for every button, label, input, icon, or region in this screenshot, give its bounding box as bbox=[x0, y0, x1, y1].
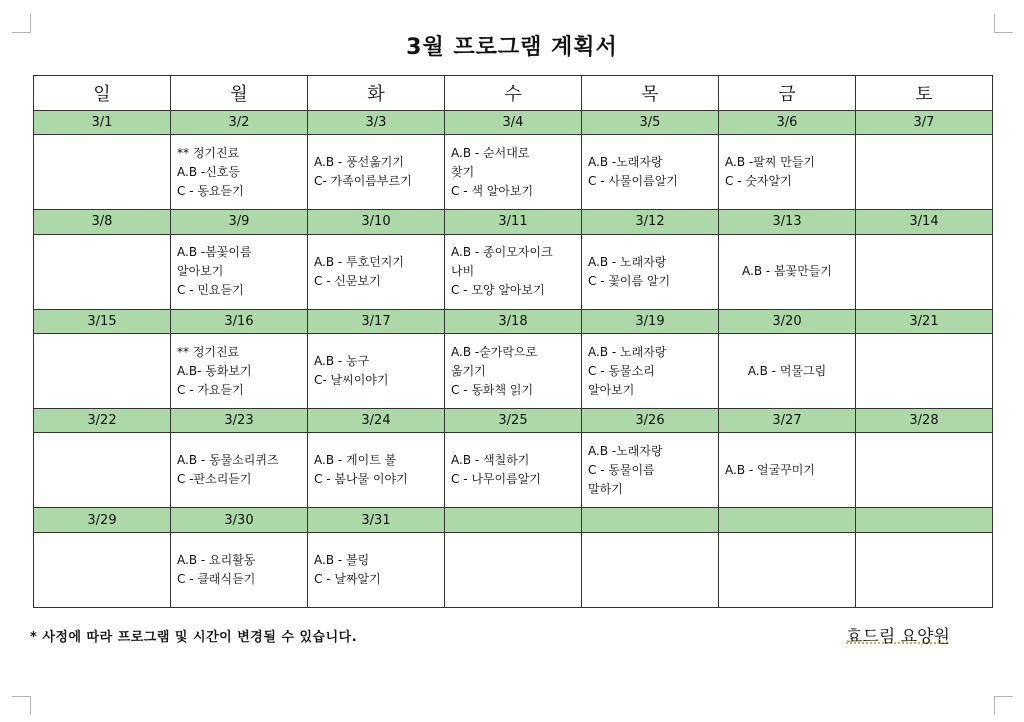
date-cell: 3/12 bbox=[582, 210, 719, 234]
program-text: A.B - 볼링 C - 날짜알기 bbox=[314, 552, 381, 586]
program-cell bbox=[34, 532, 171, 607]
date-cell: 3/31 bbox=[308, 508, 445, 532]
program-text: A.B - 노래자랑 C - 동물소리 알아보기 bbox=[588, 344, 667, 397]
date-cell: 3/26 bbox=[582, 409, 719, 433]
program-cell bbox=[719, 234, 856, 309]
program-cell bbox=[582, 135, 719, 210]
program-text: A.B - 요리활동 C - 클래식듣기 bbox=[177, 552, 256, 586]
date-cell bbox=[856, 508, 993, 532]
program-cell bbox=[445, 433, 582, 508]
program-cell bbox=[445, 135, 582, 210]
date-cell: 3/1 bbox=[34, 110, 171, 134]
date-cell: 3/24 bbox=[308, 409, 445, 433]
program-cell bbox=[34, 135, 171, 210]
program-text: ** 정기진료 A.B- 동화보기 C - 가요듣기 bbox=[177, 344, 252, 397]
program-text: A.B - 풍선옮기기 C- 가족이름부르기 bbox=[314, 155, 412, 189]
program-text: A.B - 종이모자이크 나비 C - 모양 알아보기 bbox=[451, 245, 553, 298]
program-cell bbox=[582, 532, 719, 607]
program-cell bbox=[171, 433, 308, 508]
program-row bbox=[34, 433, 993, 508]
weekday-header-row bbox=[34, 76, 993, 111]
organization-name: 효드림 요양원 bbox=[846, 627, 950, 647]
date-cell: 3/4 bbox=[445, 110, 582, 134]
program-cell bbox=[582, 333, 719, 408]
date-cell: 3/23 bbox=[171, 409, 308, 433]
date-cell: 3/25 bbox=[445, 409, 582, 433]
date-cell: 3/22 bbox=[34, 409, 171, 433]
program-cell bbox=[856, 532, 993, 607]
program-cell bbox=[719, 333, 856, 408]
date-row bbox=[34, 409, 993, 433]
program-text: A.B - 농구 C- 날씨이야기 bbox=[314, 354, 389, 388]
program-cell bbox=[308, 433, 445, 508]
program-cell bbox=[856, 333, 993, 408]
date-cell: 3/15 bbox=[34, 309, 171, 333]
program-cell bbox=[34, 234, 171, 309]
date-cell: 3/9 bbox=[171, 210, 308, 234]
date-cell: 3/3 bbox=[308, 110, 445, 134]
date-row bbox=[34, 508, 993, 532]
program-text: A.B - 먹물그림 bbox=[747, 363, 827, 378]
date-cell: 3/14 bbox=[856, 210, 993, 234]
program-cell bbox=[719, 433, 856, 508]
program-cell bbox=[719, 532, 856, 607]
program-cell bbox=[34, 333, 171, 408]
program-text: A.B - 색칠하기 C - 나무이름알기 bbox=[451, 453, 541, 487]
date-cell: 3/11 bbox=[445, 210, 582, 234]
program-cell bbox=[445, 333, 582, 408]
program-text: A.B - 얼굴꾸미기 bbox=[725, 462, 815, 477]
date-cell: 3/16 bbox=[171, 309, 308, 333]
date-row bbox=[34, 210, 993, 234]
date-cell: 3/30 bbox=[171, 508, 308, 532]
date-cell: 3/6 bbox=[719, 110, 856, 134]
date-row bbox=[34, 110, 993, 134]
crop-mark-bottom-right bbox=[994, 696, 1013, 715]
program-cell bbox=[34, 433, 171, 508]
date-cell: 3/2 bbox=[171, 110, 308, 134]
program-text: A.B -노래자랑 C - 동물이름 말하기 bbox=[588, 443, 663, 496]
weekday-header: 토 bbox=[856, 76, 993, 111]
program-text: A.B - 봄꽃만들기 bbox=[742, 264, 832, 279]
program-cell bbox=[856, 433, 993, 508]
program-text: A.B - 게이트 볼 C - 봄나물 이야기 bbox=[314, 453, 408, 487]
program-row bbox=[34, 135, 993, 210]
program-row bbox=[34, 234, 993, 309]
program-cell bbox=[171, 532, 308, 607]
date-cell: 3/8 bbox=[34, 210, 171, 234]
program-text: A.B -노래자랑 C - 사물이름알기 bbox=[588, 155, 678, 189]
date-cell: 3/7 bbox=[856, 110, 993, 134]
schedule-change-notice: * 사정에 따라 프로그램 및 시간이 변경될 수 있습니다. bbox=[30, 630, 358, 645]
date-cell: 3/10 bbox=[308, 210, 445, 234]
program-text: A.B - 순서대로 찾기 C - 색 알아보기 bbox=[451, 145, 534, 198]
page-title: 3월 프로그램 계획서 bbox=[406, 35, 618, 60]
program-cell bbox=[719, 135, 856, 210]
program-cell bbox=[171, 333, 308, 408]
weekday-header: 일 bbox=[34, 76, 171, 111]
date-cell bbox=[582, 508, 719, 532]
program-cell bbox=[171, 234, 308, 309]
program-cell bbox=[308, 234, 445, 309]
date-cell bbox=[719, 508, 856, 532]
program-cell bbox=[582, 234, 719, 309]
program-text: A.B - 투호던지기 C - 신문보기 bbox=[314, 254, 404, 288]
program-text: A.B -봄꽃이름 알아보기 C - 민요듣기 bbox=[177, 245, 252, 298]
program-cell bbox=[445, 532, 582, 607]
program-text: A.B - 노래자랑 C - 꽃이름 알기 bbox=[588, 254, 671, 288]
program-calendar-table bbox=[33, 75, 993, 608]
program-cell bbox=[445, 234, 582, 309]
program-cell bbox=[582, 433, 719, 508]
date-row bbox=[34, 309, 993, 333]
date-cell: 3/29 bbox=[34, 508, 171, 532]
weekday-header: 월 bbox=[171, 76, 308, 111]
crop-mark-bottom-left bbox=[12, 696, 31, 715]
program-cell bbox=[308, 333, 445, 408]
program-row bbox=[34, 333, 993, 408]
date-cell: 3/18 bbox=[445, 309, 582, 333]
program-cell bbox=[856, 234, 993, 309]
program-text: ** 정기진료 A.B -신호등 C - 동요듣기 bbox=[177, 145, 244, 198]
date-cell: 3/19 bbox=[582, 309, 719, 333]
program-cell bbox=[308, 532, 445, 607]
date-cell: 3/27 bbox=[719, 409, 856, 433]
weekday-header: 금 bbox=[719, 76, 856, 111]
date-cell: 3/5 bbox=[582, 110, 719, 134]
weekday-header: 화 bbox=[308, 76, 445, 111]
program-cell bbox=[856, 135, 993, 210]
program-text: A.B - 동물소리퀴즈 C -판소리듣기 bbox=[177, 453, 279, 487]
date-cell: 3/28 bbox=[856, 409, 993, 433]
date-cell: 3/17 bbox=[308, 309, 445, 333]
date-cell bbox=[445, 508, 582, 532]
date-cell: 3/13 bbox=[719, 210, 856, 234]
date-cell: 3/20 bbox=[719, 309, 856, 333]
weekday-header: 수 bbox=[445, 76, 582, 111]
program-cell bbox=[308, 135, 445, 210]
program-text: A.B -숟가락으로 옮기기 C - 동화책 읽기 bbox=[451, 344, 538, 397]
program-text: A.B -팔찌 만들기 C - 숫자알기 bbox=[725, 155, 815, 189]
program-row bbox=[34, 532, 993, 607]
program-cell bbox=[171, 135, 308, 210]
date-cell: 3/21 bbox=[856, 309, 993, 333]
weekday-header: 목 bbox=[582, 76, 719, 111]
